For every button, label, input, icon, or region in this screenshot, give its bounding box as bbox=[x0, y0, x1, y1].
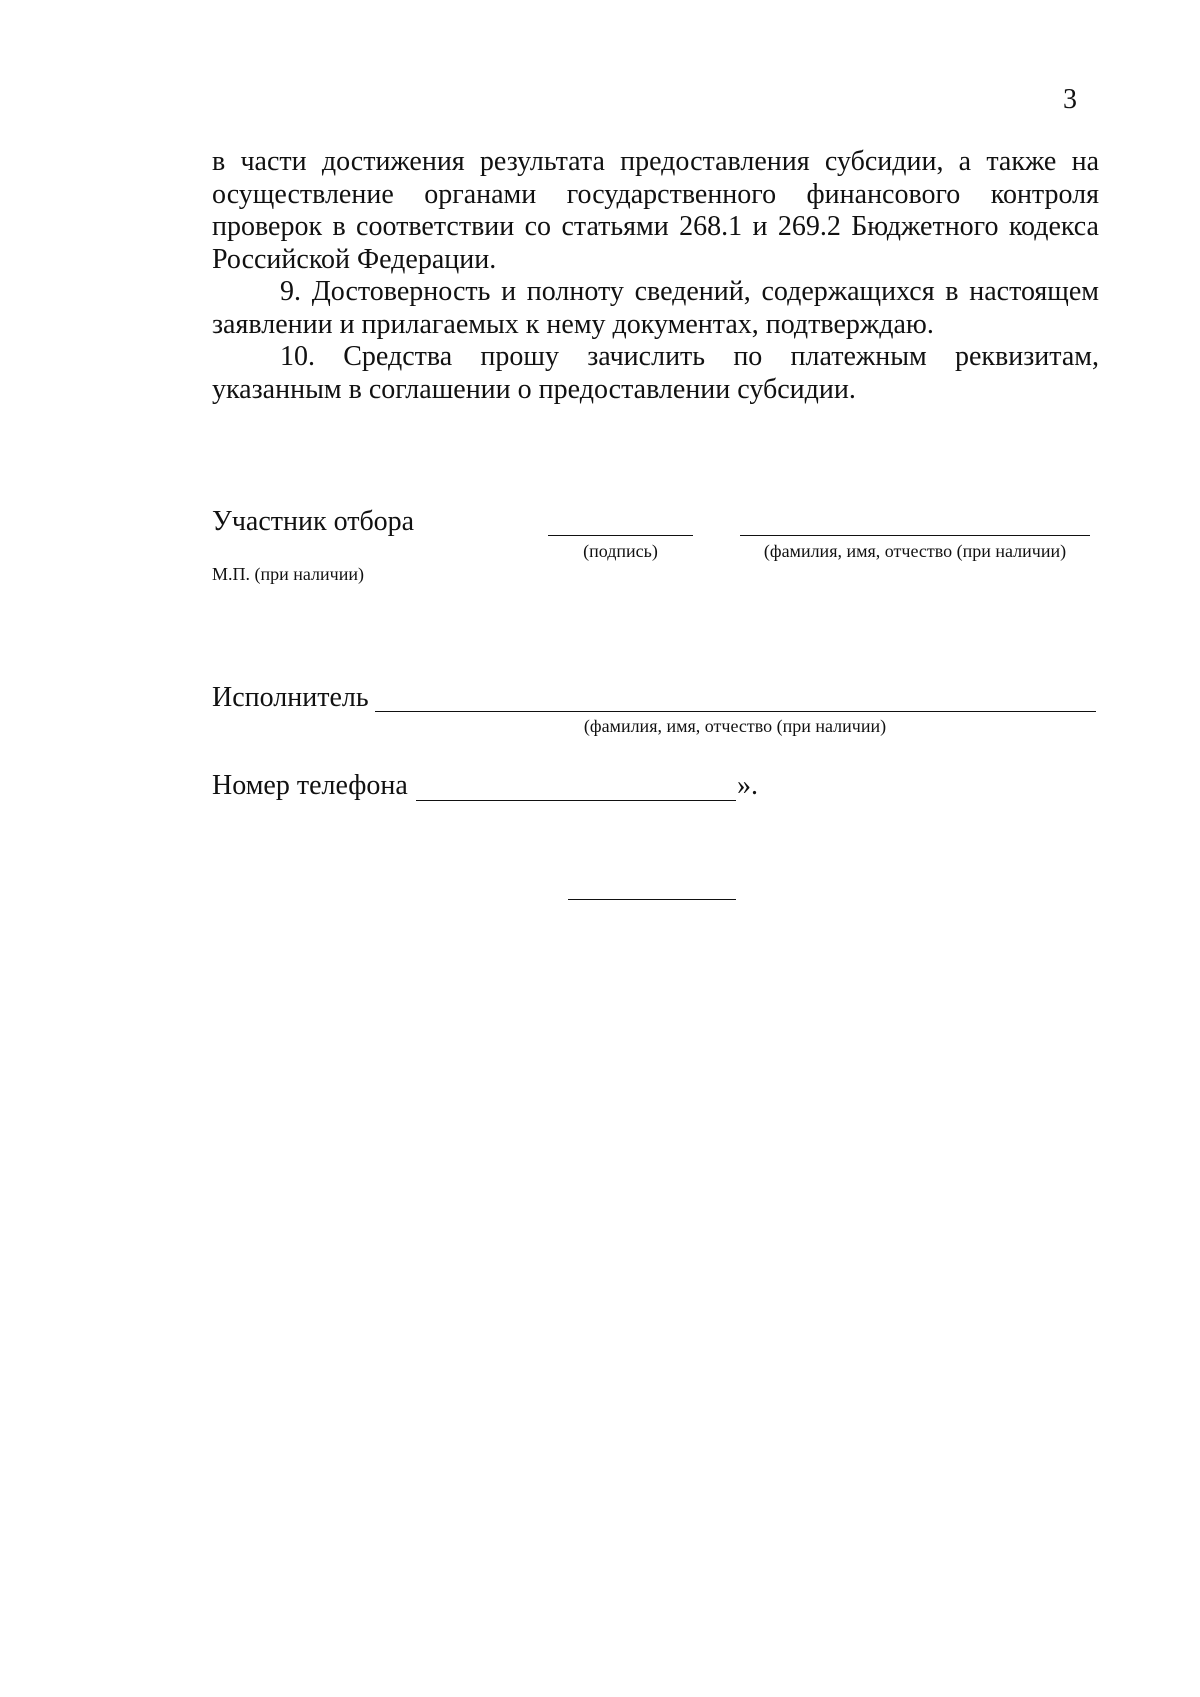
end-separator-line bbox=[568, 899, 736, 900]
body-text bbox=[212, 146, 1099, 406]
paragraph-continuation: в части достижения результата предоставления субсидии, а также на осуществление органами государственного финансового контроля проверок в соответствии со статьями 268.1 и 269.2 Бюджетного кодекса Российской Федерации. bbox=[212, 146, 1099, 275]
stamp-label: М.П. (при наличии) bbox=[212, 564, 364, 584]
closing-mark: ». bbox=[737, 770, 758, 801]
signature-caption: (подпись) bbox=[583, 541, 658, 561]
executor-label: Исполнитель bbox=[212, 682, 369, 713]
participant-name-line bbox=[740, 535, 1090, 536]
executor-name-caption: (фамилия, имя, отчество (при наличии) bbox=[583, 716, 887, 736]
participant-name-caption: (фамилия, имя, отчество (при наличии) bbox=[763, 541, 1067, 561]
executor-name-line bbox=[375, 711, 1096, 712]
paragraph-item-9: 9. Достоверность и полноту сведений, содержащихся в настоящем заявлении и прилагаемых к нему документах, подтверждаю. bbox=[212, 276, 1099, 340]
page-number: 3 bbox=[1063, 84, 1077, 115]
signature-line bbox=[548, 535, 693, 536]
paragraph-item-10: 10. Средства прошу зачислить по платежным реквизитам, указанным в соглашении о предоставлении субсидии. bbox=[212, 341, 1099, 405]
phone-line bbox=[416, 800, 736, 801]
participant-label: Участник отбора bbox=[212, 506, 415, 537]
phone-label: Номер телефона bbox=[212, 770, 408, 801]
